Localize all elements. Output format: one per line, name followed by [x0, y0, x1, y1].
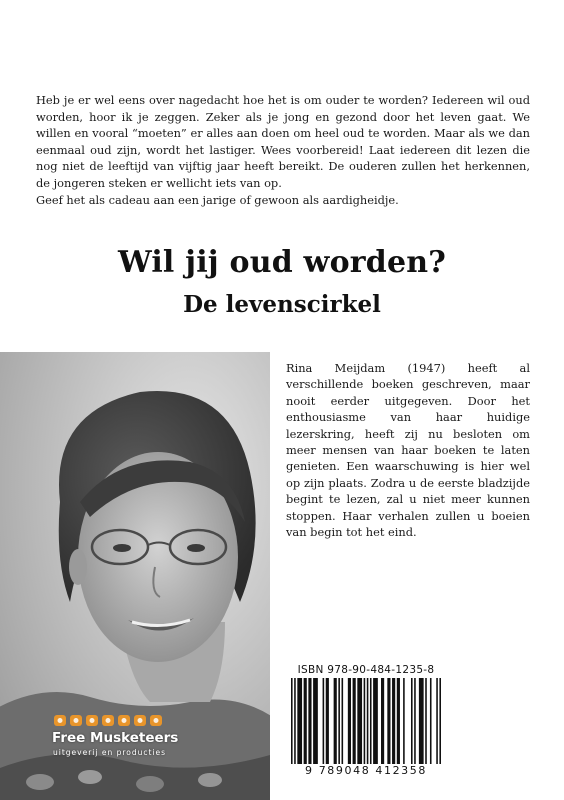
barcode-bar [367, 678, 369, 764]
book-subtitle: De levenscirkel [183, 291, 381, 318]
publisher-name: Free Musketeers [52, 730, 179, 746]
barcode-bar [387, 678, 390, 764]
back-cover-blurb [36, 92, 530, 208]
book-title: Wil jij oud worden? [117, 245, 447, 280]
barcode-bar [397, 678, 400, 764]
barcode-bar [419, 678, 424, 764]
barcode-bar [414, 678, 416, 764]
publisher-logo [52, 712, 192, 772]
barcode-bar [425, 678, 427, 764]
barcode-bar [294, 678, 296, 764]
barcode-bar [291, 678, 293, 764]
barcode-bar [308, 678, 311, 764]
barcode-bar [403, 678, 405, 764]
barcode-bar [381, 678, 384, 764]
barcode-bar [430, 678, 432, 764]
musketeer-hats-icon [52, 712, 172, 728]
isbn-label: ISBN 978-90-484-1235-8 [297, 664, 435, 676]
barcode-bar [357, 678, 362, 764]
publisher-tagline: uitgeverij en producties [53, 748, 167, 757]
barcode-digits: 9 789048 412358 [305, 764, 427, 777]
barcode-bar [373, 678, 378, 764]
barcode-bar [436, 678, 438, 764]
barcode-bar [370, 678, 372, 764]
barcode-bar [392, 678, 395, 764]
barcode-bar [334, 678, 337, 764]
barcode-bar [439, 678, 441, 764]
barcode-bar [348, 678, 351, 764]
barcode-bar [353, 678, 356, 764]
blurb-paragraph: Heb je er wel eens over nagedacht hoe het is om ouder te worden? Iedereen wil oud worden, hoor ik je zeggen. Zeker als je jong en gezond door het leven gaat. We willen en vooral “moeten” er alles aan doen om heel oud te worden. Maar als we dan eenmaal oud zijn, wordt het lastiger. Wees voorbereid! Laat iedereen dit lezen die nog niet de leeftijd van vijftig jaar heeft bereikt. De ouderen zullen het herkennen, de jongeren steken er wellicht iets van op. [36, 93, 530, 190]
author-bio: Rina Meijdam (1947) heeft al verschillende boeken geschreven, maar nooit eerder uitgegeven. Door het enthousiasme van haar huidige lezerskring, heeft zij nu besloten om meer mensen van haar boeken te laten genieten. Een waarschuwing is hier wel op zijn plaats. Zodra u de eerste bladzijde begint te lezen, zal u niet meer kunnen stoppen. Haar verhalen zullen u boeien van begin tot het eind. [286, 361, 530, 540]
barcode-bar [313, 678, 318, 764]
barcode-bar [364, 678, 366, 764]
barcode-bar [323, 678, 325, 764]
barcode-bar [342, 678, 344, 764]
barcode-bar [338, 678, 340, 764]
barcode-bar [297, 678, 302, 764]
barcode-bar [304, 678, 307, 764]
barcode-bar [411, 678, 413, 764]
isbn-barcode [286, 664, 446, 782]
barcode-bars [286, 678, 446, 766]
barcode-bar [326, 678, 329, 764]
blurb-closing: Geef het als cadeau aan een jarige of gewoon als aardigheidje. [36, 192, 399, 207]
